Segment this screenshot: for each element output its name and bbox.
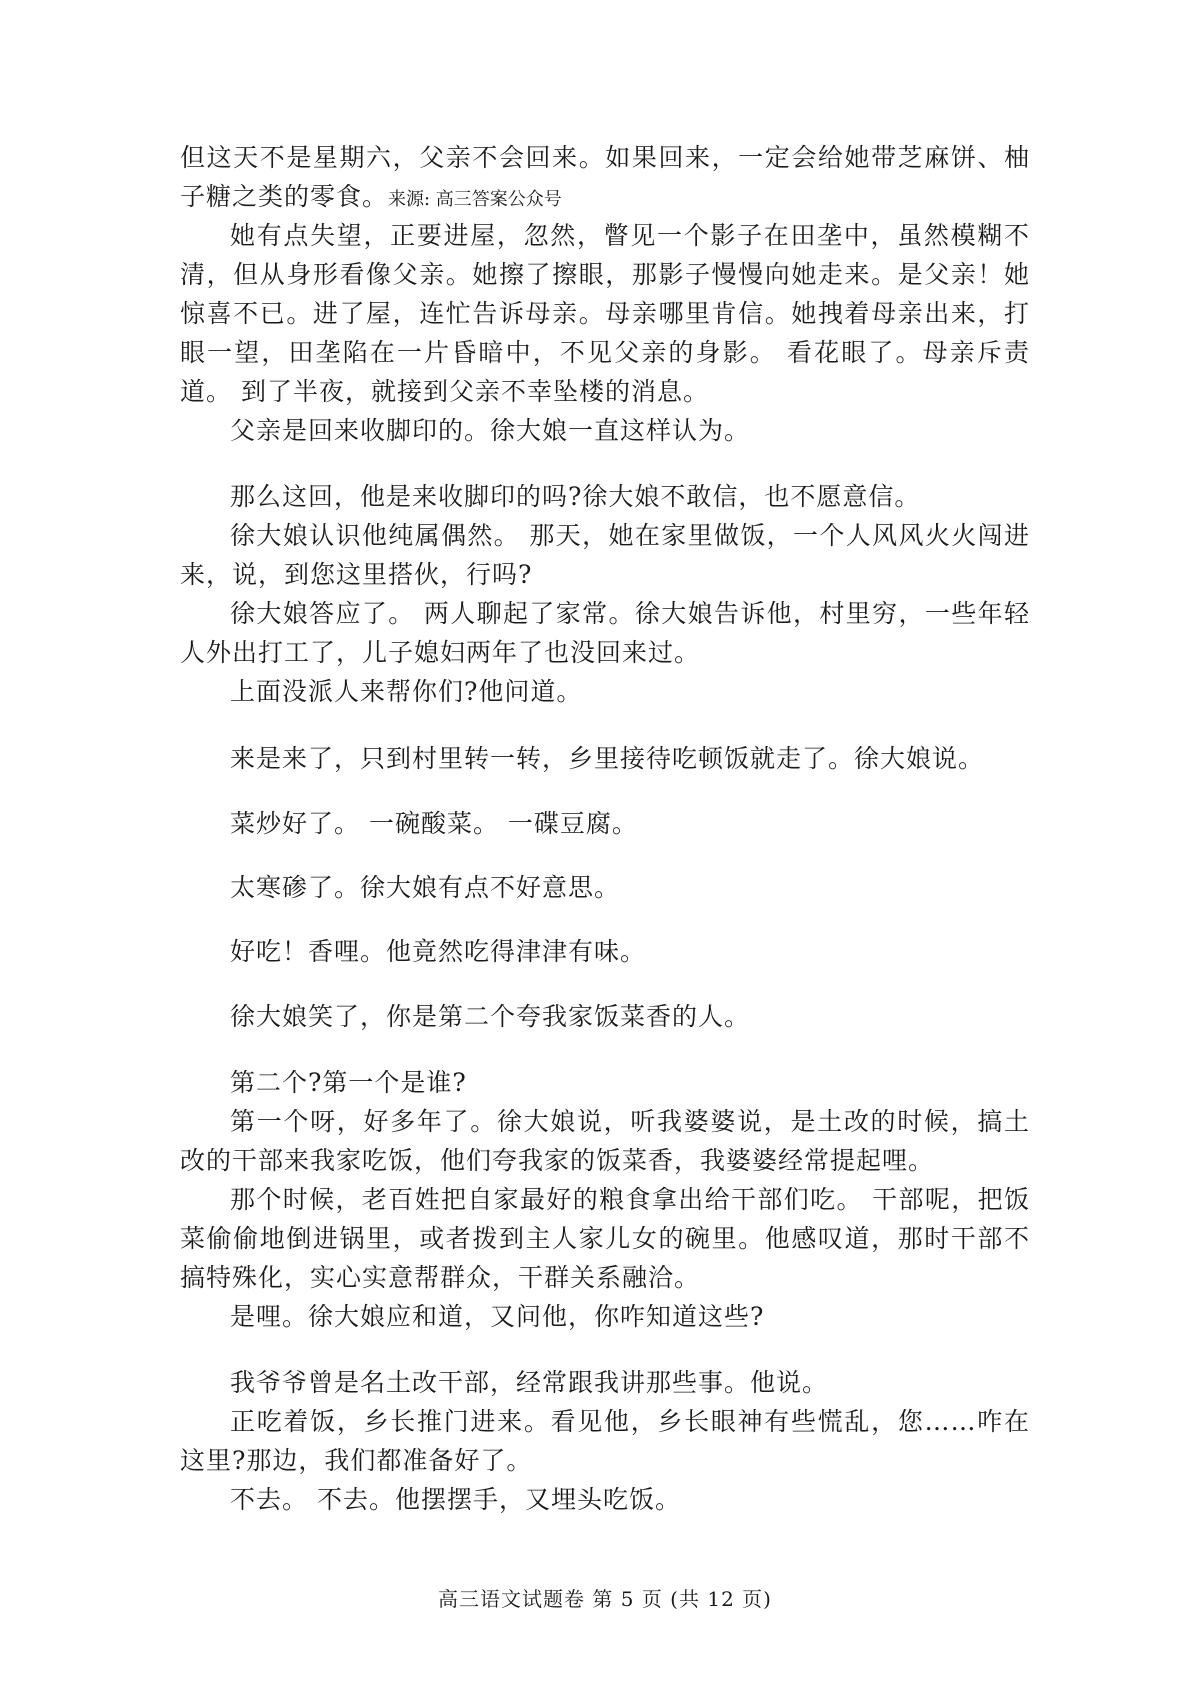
- paragraph-10: 太寒碜了。徐大娘有点不好意思。: [230, 873, 621, 902]
- paragraph-6: 徐大娘答应了。 两人聊起了家常。徐大娘告诉他，村里穷，一些年轻人外出打工了，儿子媳妇两年了也没回来过。: [180, 599, 1030, 667]
- paragraph-12: 徐大娘笑了，你是第二个夸我家饭菜香的人。: [230, 1002, 751, 1031]
- paragraph-16: 是哩。徐大娘应和道，又问他，你咋知道这些?: [230, 1302, 765, 1331]
- paragraph-19: 不去。 不去。他摆摆手，又埋头吃饭。: [230, 1485, 681, 1514]
- paragraph-17: 我爷爷曾是名土改干部，经常跟我讲那些事。他说。: [230, 1368, 829, 1397]
- paragraph-8: 来是来了，只到村里转一转，乡里接待吃顿饭就走了。徐大娘说。: [230, 744, 985, 773]
- paragraph-18: 正吃着饭，乡长推门进来。看见他，乡长眼神有些慌乱，您……咋在这里?那边，我们都准备好了。: [180, 1407, 1030, 1475]
- paragraph-1-text: 但这天不是星期六，父亲不会回来。如果回来，一定会给她带芝麻饼、柚子糖之类的零食。: [180, 143, 1030, 211]
- paragraph-4: 那么这回，他是来收脚印的吗?徐大娘不敢信，也不愿意信。: [230, 482, 921, 511]
- paragraph-9: 菜炒好了。 一碗酸菜。 一碟豆腐。: [230, 809, 638, 838]
- paragraph-11: 好吃！香哩。他竟然吃得津津有味。: [230, 937, 647, 966]
- paragraph-3: 父亲是回来收脚印的。徐大娘一直这样认为。: [230, 416, 751, 445]
- paragraph-2: 她有点失望，正要进屋，忽然，瞥见一个影子在田垄中，虽然模糊不清，但从身形看像父亲。她擦了擦眼，那影子慢慢向她走来。是父亲！她惊喜不已。进了屋，连忙告诉母亲。母亲哪里肯信。她拽着母亲出来，打眼一望，田垄陷在一片昏暗中，不见父亲的身影。 看花眼了。母亲斥责道。 到了半夜，就接到父亲不幸坠楼的消息。: [180, 221, 1030, 406]
- paragraph-1: [180, 138, 1030, 219]
- exam-page: [180, 0, 1030, 1697]
- paragraph-15: 那个时候，老百姓把自家最好的粮食拿出给干部们吃。 干部呢，把饭菜偷偷地倒进锅里，或者拨到主人家儿女的碗里。他感叹道，那时干部不搞特殊化，实心实意帮群众，干群关系融洽。: [180, 1185, 1030, 1292]
- page-footer: 高三语文试题卷 第 5 页 (共 12 页): [438, 1587, 772, 1611]
- paragraph-7: 上面没派人来帮你们?他问道。: [230, 677, 583, 706]
- source-note: 来源: 高三答案公众号: [388, 189, 562, 210]
- paragraph-5: 徐大娘认识他纯属偶然。 那天，她在家里做饭，一个人风风火火闯进来，说，到您这里搭伙，行吗?: [180, 521, 1030, 589]
- paragraph-13: 第二个?第一个是谁?: [230, 1068, 467, 1097]
- paragraph-14: 第一个呀，好多年了。徐大娘说，听我婆婆说，是土改的时候，搞土改的干部来我家吃饭，他们夸我家的饭菜香，我婆婆经常提起哩。: [180, 1107, 1030, 1175]
